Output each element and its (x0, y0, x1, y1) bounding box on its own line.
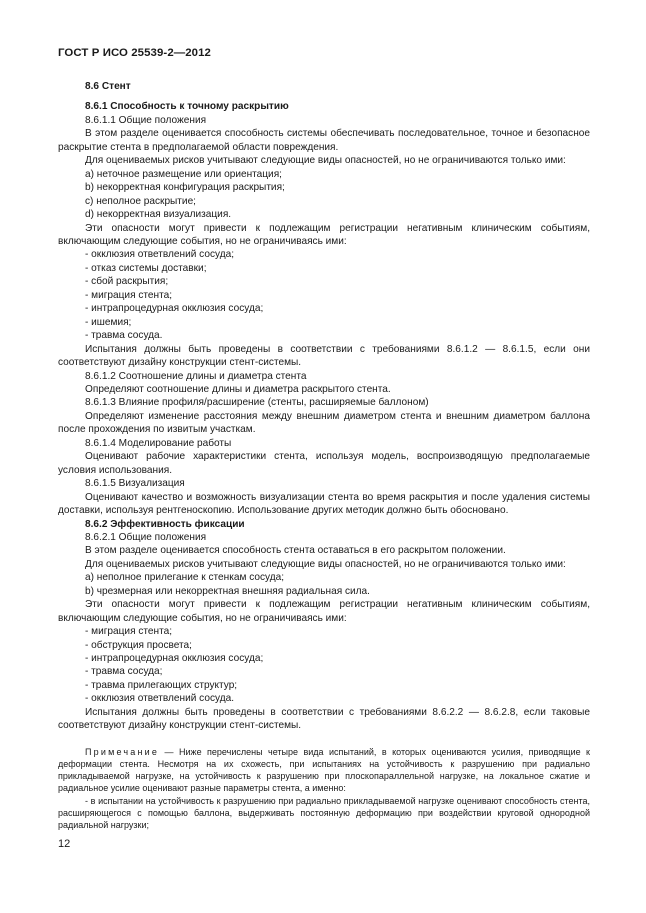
body-paragraph: - миграция стента; (85, 289, 173, 301)
body-paragraph: В этом разделе оценивается способность системы обеспечивать последовательное, точное и безопасное раскрытие стента в предполагаемой области повреждения. (58, 128, 590, 153)
body-paragraph: b) чрезмерная или некорректная внешняя радиальная сила. (85, 585, 370, 597)
body-paragraph: Для оцениваемых рисков учитывают следующие виды опасностей, но не ограничиваются только ими: (85, 155, 566, 167)
body-paragraph: - миграция стента; (85, 626, 173, 638)
note-paragraph (58, 746, 590, 795)
note-label: Примечание (85, 746, 160, 757)
body-paragraph: Испытания должны быть проведены в соответствии с требованиями 8.6.1.2 — 8.6.1.5, если они соответствуют дизайну конструкции стент-системы. (58, 343, 590, 369)
body-paragraph: Определяют изменение расстояния между внешним диаметром стента и внешним диаметром баллона после прохождения по извитым участкам. (58, 410, 590, 436)
body-paragraph: Эти опасности могут привести к подлежащим регистрации негативным клиническим событиям, включающим следующие события, но не ограничиваясь ими: (58, 599, 590, 624)
document-body (58, 80, 590, 831)
body-paragraph: 8.6.1.5 Визуализация (85, 478, 185, 490)
body-paragraph: 8.6.1.4 Моделирование работы (85, 437, 232, 449)
body-paragraph: Для оцениваемых рисков учитывают следующие виды опасностей, но не ограничиваются только ими: (85, 558, 566, 570)
note-text: — Ниже перечислены четыре вида испытаний, в которых оцениваются усилия, приводящие к деформации стента. Несмотря на их схожесть, при испытаниях на устойчивость к разрушению при радиально прикладываемой нагрузке, на устойчивость к разрушению при плоскопараллельной нагрузке, на локальное сжатие и радиальное усилие оценивают разные параметры стента, а именно: (58, 746, 590, 794)
body-paragraph: 8.6.1.1 Общие положения (85, 114, 207, 126)
body-paragraph: - травма сосуда; (85, 666, 163, 678)
body-paragraph: - ишемия; (85, 316, 132, 328)
body-paragraph: Оценивают качество и возможность визуализации стента во время раскрытия и после удаления системы доставки, используя рентгеноскопию. Использование других методик должно быть обосновано. (58, 491, 590, 517)
body-paragraph: - отказ системы доставки; (85, 262, 207, 274)
body-paragraph: В этом разделе оценивается способность стента оставаться в его раскрытом положении. (85, 545, 506, 557)
body-paragraph: a) неточное размещение или ориентация; (85, 168, 282, 180)
body-paragraph: - сбой раскрытия; (85, 276, 169, 288)
body-paragraph: - травма сосуда. (85, 330, 163, 342)
body-paragraph: - травма прилегающих структур; (85, 679, 238, 691)
body-paragraph: - обструкция просвета; (85, 639, 192, 651)
document-header: ГОСТ Р ИСО 25539-2—2012 (58, 47, 211, 59)
body-paragraph: d) некорректная визуализация. (85, 209, 232, 221)
body-paragraph: 8.6.2.1 Общие положения (85, 531, 207, 543)
body-paragraph: - интрапроцедурная окклюзия сосуда; (85, 303, 264, 315)
body-paragraph: - окклюзия ответвлений сосуда; (85, 249, 235, 261)
body-paragraph: - окклюзия ответвлений сосуда. (85, 693, 235, 705)
subsection-heading: 8.6.1 Способность к точному раскрытию (85, 101, 289, 113)
body-paragraph: a) неполное прилегание к стенкам сосуда; (85, 572, 285, 584)
body-paragraph: 8.6.1.3 Влияние профиля/расширение (стенты, расширяемые баллоном) (85, 397, 429, 409)
body-paragraph: Оценивают рабочие характеристики стента, используя модель, воспроизводящую предполагаемые условия использования. (58, 451, 590, 476)
section-title: 8.6 Стент (85, 81, 131, 92)
note-block (58, 746, 590, 831)
body-paragraphs (58, 100, 590, 732)
body-paragraph: c) неполное раскрытие; (85, 195, 196, 207)
note-item: - в испытании на устойчивость к разрушению при радиально прикладываемой нагрузке оценивают способность стента, расширяющегося с помощью баллона, выдерживать постоянную деформацию при воздействии круговой однородной радиальной нагрузки; (58, 795, 590, 830)
body-paragraph: Эти опасности могут привести к подлежащим регистрации негативным клиническим событиям, включающим следующие события, но не ограничиваясь ими: (58, 222, 590, 247)
subsection-heading: 8.6.2 Эффективность фиксации (85, 518, 245, 530)
body-paragraph: Определяют соотношение длины и диаметра раскрытого стента. (85, 383, 391, 395)
body-paragraph: b) некорректная конфигурация раскрытия; (85, 182, 285, 194)
body-paragraph: Испытания должны быть проведены в соответствии с требованиями 8.6.2.2 — 8.6.2.8, если таковые соответствуют дизайну конструкции стент-системы. (58, 706, 590, 732)
body-paragraph: 8.6.1.2 Соотношение длины и диаметра стента (85, 370, 307, 382)
body-paragraph: - интрапроцедурная окклюзия сосуда; (85, 653, 264, 665)
page-number: 12 (58, 838, 71, 850)
